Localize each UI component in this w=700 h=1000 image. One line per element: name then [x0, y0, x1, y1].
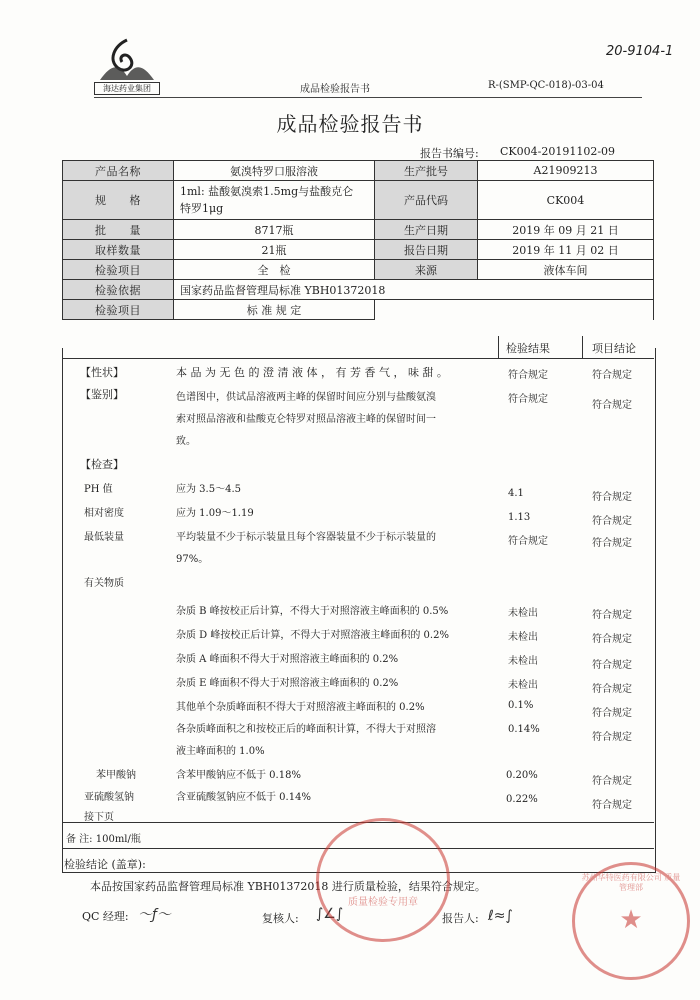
basis-label: 检验依据 [63, 280, 174, 300]
product-code: CK004 [478, 181, 654, 220]
test-conclusion: 符合规定 [592, 516, 632, 527]
preservative-name: 亚硫酸氢钠 [84, 792, 134, 803]
prod-date-label: 生产日期 [375, 220, 478, 240]
impurity-standard: 各杂质峰面积之和按校正后的峰面积计算，不得大于对照溶 [176, 724, 436, 735]
qc-manager-label: QC 经理: [82, 910, 129, 923]
source-label: 来源 [375, 260, 478, 280]
reviewer-label: 复核人: [262, 912, 299, 925]
test-standard: 应为 1.09～1.19 [176, 508, 254, 519]
impurity-standard: 杂质 D 峰按校正后计算，不得大于对照溶液主峰面积的 0.2% [176, 630, 449, 641]
inspection-stamp [316, 818, 450, 942]
item-label: 检验项目 [63, 260, 174, 280]
char-text: 本 品 为 无 色 的 澄 清 液 体 ， 有 芳 香 气 ， 味 甜 。 [176, 366, 448, 379]
impurity-standard: 杂质 B 峰按校正后计算，不得大于对照溶液主峰面积的 0.5% [176, 606, 449, 617]
impurity-result: 未检出 [508, 632, 538, 643]
impurity-result: 未检出 [508, 608, 538, 619]
test-result: 符合规定 [508, 536, 548, 547]
char-label: 【性状】 [80, 366, 124, 379]
col-divider-1 [498, 336, 499, 358]
ident-text-1: 色谱图中，供试品溶液两主峰的保留时间应分别与盐酸氨溴 [176, 392, 436, 403]
ident-text-2: 索对照品溶液和盐酸克仑特罗对照品溶液主峰的保留时间一 [176, 414, 436, 425]
ident-result: 符合规定 [508, 394, 548, 405]
related-label: 有关物质 [84, 578, 124, 589]
item-value: 全 检 [174, 260, 375, 280]
ident-label: 【鉴别】 [80, 388, 124, 401]
page-title: 成品检验报告书 [276, 112, 424, 136]
reporter-label: 报告人: [442, 912, 479, 925]
product-name: 氨溴特罗口服溶液 [174, 161, 375, 181]
conclusion-text: 本品按国家药品监督管理局标准 YBH01372018 进行质量检验，结果符合规定。 [90, 880, 486, 893]
result-col-header: 检验结果 [506, 342, 550, 355]
preservative-standard: 含苯甲酸钠应不低于 0.18% [176, 770, 301, 781]
info-table [62, 160, 654, 320]
impurity-result: 未检出 [508, 656, 538, 667]
product-code-label: 产品代码 [375, 181, 478, 220]
stamp-star-icon: ★ [619, 905, 643, 935]
lot-qty-label: 批 量 [63, 220, 174, 240]
report-date-label: 报告日期 [375, 240, 478, 260]
impurity-conclusion: 符合规定 [592, 708, 632, 719]
item2-label: 检验项目 [63, 300, 174, 320]
test-standard-2: 97%。 [176, 554, 209, 565]
impurity-standard: 杂质 E 峰面积不得大于对照溶液主峰面积的 0.2% [176, 678, 399, 689]
test-result: 4.1 [508, 488, 524, 499]
report-date: 2019 年 11 月 02 日 [478, 240, 654, 260]
test-standard: 应为 3.5～4.5 [176, 484, 241, 495]
impurity-result: 0.14% [508, 724, 540, 735]
impurity-conclusion: 符合规定 [592, 732, 632, 743]
test-conclusion: 符合规定 [592, 538, 632, 549]
impurity-standard-2: 液主峰面积的 1.0% [176, 746, 265, 757]
impurity-standard: 其他单个杂质峰面积不得大于对照溶液主峰面积的 0.2% [176, 702, 425, 713]
report-number-label: 报告书编号: [420, 147, 479, 160]
remarks: 备 注: 100ml/瓶 [66, 834, 141, 845]
preservative-result: 0.20% [506, 770, 538, 781]
test-standard: 平均装量不少于标示装量且每个容器装量不少于标示装量的 [176, 532, 436, 543]
impurity-result: 0.1% [508, 700, 534, 711]
test-name: 最低装量 [84, 532, 124, 543]
spec-value [174, 181, 375, 220]
company-stamp-text: 苏州华特医药有限公司 质量管理部 [581, 873, 681, 892]
preservative-name: 苯甲酸钠 [96, 770, 136, 781]
impurity-result: 未检出 [508, 680, 538, 691]
impurity-conclusion: 符合规定 [592, 610, 632, 621]
impurity-conclusion: 符合规定 [592, 684, 632, 695]
conclusion-col-header: 项目结论 [592, 342, 636, 355]
preservative-conclusion: 符合规定 [592, 800, 632, 811]
inspection-stamp-text: 质量检验专用章 [348, 897, 418, 908]
report-number: CK004-20191102-09 [500, 145, 616, 158]
ident-text-3: 致。 [176, 436, 196, 447]
preservative-conclusion: 符合规定 [592, 776, 632, 787]
reporter-signature: ℓ≈∫ [488, 908, 513, 924]
product-name-label: 产品名称 [63, 161, 174, 181]
test-result: 1.13 [508, 512, 531, 523]
header-filler [375, 300, 654, 320]
impurity-standard: 杂质 A 峰面积不得大于对照溶液主峰面积的 0.2% [176, 654, 399, 665]
qc-manager-signature: ～ƒ～ [138, 907, 171, 923]
basis-value: 国家药品监督管理局标准 YBH01372018 [174, 280, 654, 300]
preservative-result: 0.22% [506, 794, 538, 805]
company-stamp [572, 862, 690, 980]
header-divider [94, 97, 642, 98]
ident-conclusion: 符合规定 [592, 400, 632, 411]
lot-qty: 8717瓶 [174, 220, 375, 240]
sample-qty-label: 取样数量 [63, 240, 174, 260]
test-conclusion: 符合规定 [592, 492, 632, 503]
sample-qty: 21瓶 [174, 240, 375, 260]
reviewer-signature: ∫∠∫ [316, 906, 344, 922]
impurity-conclusion: 符合规定 [592, 634, 632, 645]
standard-label: 标 准 规 定 [174, 300, 375, 320]
handwritten-code: 20-9104-1 [606, 44, 674, 59]
impurity-conclusion: 符合规定 [592, 660, 632, 671]
preservative-standard: 含亚硫酸氢钠应不低于 0.14% [176, 792, 311, 803]
next-page-note: 接下页 [84, 812, 114, 823]
form-title: 成品检验报告书 [300, 84, 370, 95]
char-conclusion: 符合规定 [592, 370, 632, 381]
test-name: 相对密度 [84, 508, 124, 519]
form-code: R-(SMP-QC-018)-03-04 [488, 80, 604, 91]
spec-label: 规 格 [63, 181, 174, 220]
conclusion-label: 检验结论 (盖章): [64, 858, 146, 871]
test-name: PH 值 [84, 484, 113, 495]
source-value: 液体车间 [478, 260, 654, 280]
col-divider-2 [582, 336, 583, 358]
spec-line-2: 特罗1μg [180, 202, 224, 215]
batch-no: A21909213 [478, 161, 654, 181]
check-label: 【检查】 [80, 458, 124, 471]
batch-no-label: 生产批号 [375, 161, 478, 181]
results-header-line [62, 358, 654, 359]
logo-text: 海达药业集团 [94, 82, 160, 95]
char-result: 符合规定 [508, 370, 548, 381]
prod-date: 2019 年 09 月 21 日 [478, 220, 654, 240]
spec-line-1: 1ml: 盐酸氨溴索1.5mg与盐酸克仑 [180, 185, 354, 198]
